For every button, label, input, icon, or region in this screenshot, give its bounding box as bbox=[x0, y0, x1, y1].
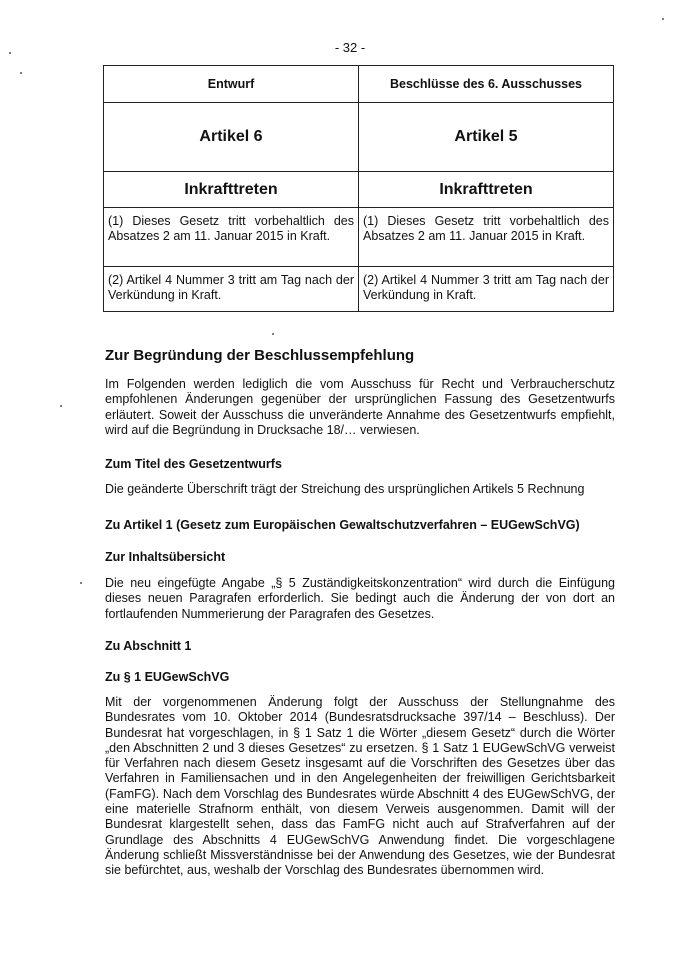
row2-right: (2) Artikel 4 Nummer 3 tritt am Tag nach der Verkündung in Kraft. bbox=[359, 267, 614, 312]
row2-left: (2) Artikel 4 Nummer 3 tritt am Tag nach der Verkündung in Kraft. bbox=[104, 267, 359, 312]
header-committee: Beschlüsse des 6. Ausschusses bbox=[359, 66, 614, 103]
article-right-cell bbox=[359, 103, 614, 172]
subtitle-right-cell bbox=[359, 172, 614, 208]
scan-speck bbox=[60, 405, 62, 407]
table-header-row bbox=[104, 66, 614, 103]
scan-speck bbox=[9, 52, 11, 54]
row1-left: (1) Dieses Gesetz tritt vorbehaltlich des Absatzes 2 am 11. Januar 2015 in Kraft. bbox=[104, 208, 359, 267]
scan-speck bbox=[20, 72, 22, 74]
scan-speck bbox=[272, 333, 274, 335]
heading-table-of-contents: Zur Inhaltsübersicht bbox=[105, 550, 226, 564]
intro-paragraph: Im Folgenden werden lediglich die vom Ausschuss für Recht und Verbraucherschutz empfohlenen Änderungen gegenüber der ursprünglichen Fassung des Gesetzentwurfs erläutert. Soweit der Ausschuss die unveränderte Annahme des Gesetzentwurfs empfiehlt, wird auf die Begründung in Drucksache 18/… verwiesen. bbox=[105, 377, 615, 437]
page-number: - 32 - bbox=[334, 40, 366, 55]
heading-article-1: Zu Artikel 1 (Gesetz zum Europäischen Gewaltschutzverfahren – EUGewSchVG) bbox=[105, 518, 580, 532]
paragraph-title-of-draft: Die geänderte Überschrift trägt der Streichung des ursprünglichen Artikels 5 Rechnung bbox=[105, 482, 585, 496]
section-title: Zur Begründung der Beschlussempfehlung bbox=[105, 347, 415, 364]
comparison-table bbox=[103, 65, 614, 312]
heading-paragraph-1: Zu § 1 EUGewSchVG bbox=[105, 670, 230, 684]
scan-speck bbox=[662, 18, 664, 20]
header-draft: Entwurf bbox=[104, 66, 359, 103]
table-row bbox=[104, 267, 614, 312]
article-left-cell bbox=[104, 103, 359, 172]
paragraph-main: Mit der vorgenommenen Änderung folgt der Ausschuss der Stellungnahme des Bundesrates vom 10. Oktober 2014 (Bundesratsdrucksache 397/14 – Beschluss). Der Bundesrat hat vorgeschlagen, in § 1 Satz 1 die Wörter „diesem Gesetz“ durch die Wörter „den Abschnitten 2 und 3 dieses Gesetzes“ zu ersetzen. § 1 Satz 1 EUGewSchVG verweist für Verfahren nach diesem Gesetz insgesamt auf die Vorschriften des Gesetzes über das Verfahren in Familiensachen und in den Angelegenheiten der freiwilligen Gerichtsbarkeit (FamFG). Nach dem Vorschlag des Bundesrates würde Abschnitt 4 des EUGewSchVG, der eine materielle Strafnorm enthält, von diesem Verweis ausgenommen. Damit will der Bundesrat klargestellt sehen, dass das FamFG nicht auch auf Strafverfahren auf der Grundlage des Abschnitts 4 EUGewSchVG Anwendung findet. Die vorgeschlagene Änderung schließt Missverständnisse bei der Anwendung des Gesetzes, wie der Bundesrat sie befürchtet, aus, weshalb der Vorschlag des Bundesrates übernommen wird. bbox=[105, 695, 615, 878]
table-subtitle-row bbox=[104, 172, 614, 208]
heading-title-of-draft: Zum Titel des Gesetzentwurfs bbox=[105, 457, 282, 471]
paragraph-table-of-contents: Die neu eingefügte Angabe „§ 5 Zuständigkeitskonzentration“ wird durch die Einfügung dieses neuen Paragrafen erforderlich. Sie bedingt auch die Änderung der von dort an fortlaufenden Nummerierung der Paragrafen des Gesetzes. bbox=[105, 576, 615, 621]
subtitle-right: Inkrafttreten bbox=[439, 180, 533, 198]
table-article-row bbox=[104, 103, 614, 172]
table-row bbox=[104, 208, 614, 267]
scan-speck bbox=[80, 582, 82, 584]
subtitle-left: Inkrafttreten bbox=[184, 180, 278, 198]
article-right: Artikel 5 bbox=[454, 128, 518, 145]
heading-section-1: Zu Abschnitt 1 bbox=[105, 639, 192, 653]
article-left: Artikel 6 bbox=[199, 128, 263, 145]
subtitle-left-cell bbox=[104, 172, 359, 208]
row1-right: (1) Dieses Gesetz tritt vorbehaltlich des Absatzes 2 am 11. Januar 2015 in Kraft. bbox=[359, 208, 614, 267]
